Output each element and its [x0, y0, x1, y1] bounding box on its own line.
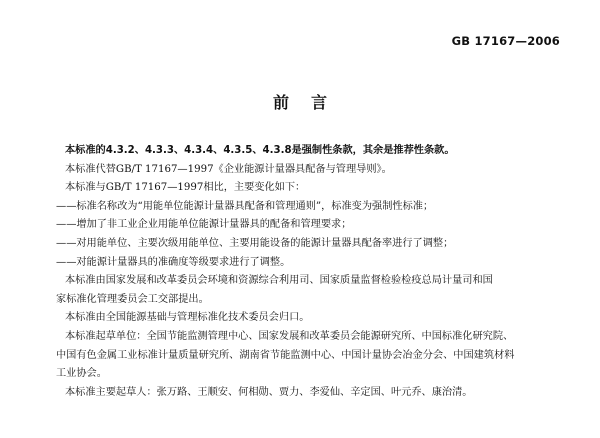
paragraph-mandatory-clauses: 本标准的4.3.2、4.3.3、4.3.4、4.3.5、4.3.8是强制性条款，其余是推荐性条款。 — [65, 145, 455, 156]
paragraph-changes-intro: 本标准与GB/T 17167—1997相比，主要变化如下： — [65, 182, 306, 194]
paragraph-centralized-by: 本标准由全国能源基础与管理标准化技术委员会归口。 — [65, 312, 310, 324]
paragraph-replaces: 本标准代替GB/T 17167—1997《企业能源计量器具配备与管理导则》。 — [65, 163, 392, 175]
standard-code: GB 17167—2006 — [451, 34, 560, 48]
page-title: 前言 — [272, 93, 349, 112]
paragraph-drafting-units-line3: 工业协会。 — [56, 368, 107, 380]
change-item-4: ——对能源计量器具的准确度等级要求进行了调整。 — [56, 256, 291, 268]
foreword-body — [56, 142, 576, 402]
paragraph-drafters: 本标准主要起草人：张万路、王顺安、何相勋、贾力、李爱仙、辛定国、叶元乔、康治清。 — [65, 386, 473, 398]
change-item-3: ——对用能单位、主要次级用能单位、主要用能设备的能源计量器具配备率进行了调整； — [56, 237, 454, 249]
change-item-1: ——标准名称改为“用能单位能源计量器具配备和管理通则”，标准变为强制性标准； — [56, 200, 434, 212]
paragraph-proposed-by-line1: 本标准由国家发展和改革委员会环境和资源综合利用司、国家质量监督检验检疫总局计量司和国 — [65, 275, 493, 287]
paragraph-drafting-units-line2: 中国有色金属工业标准计量质量研究所、湖南省节能监测中心、中国计量协会冶金分会、中国建筑材料 — [56, 349, 515, 361]
change-item-2: ——增加了非工业企业用能单位能源计量器具的配备和管理要求； — [56, 219, 352, 231]
paragraph-drafting-units-line1: 本标准起草单位：全国节能监测管理中心、国家发展和改革委员会能源研究所、中国标准化研究院、 — [65, 330, 514, 342]
paragraph-proposed-by-line2: 家标准化管理委员会工交部提出。 — [56, 293, 209, 305]
